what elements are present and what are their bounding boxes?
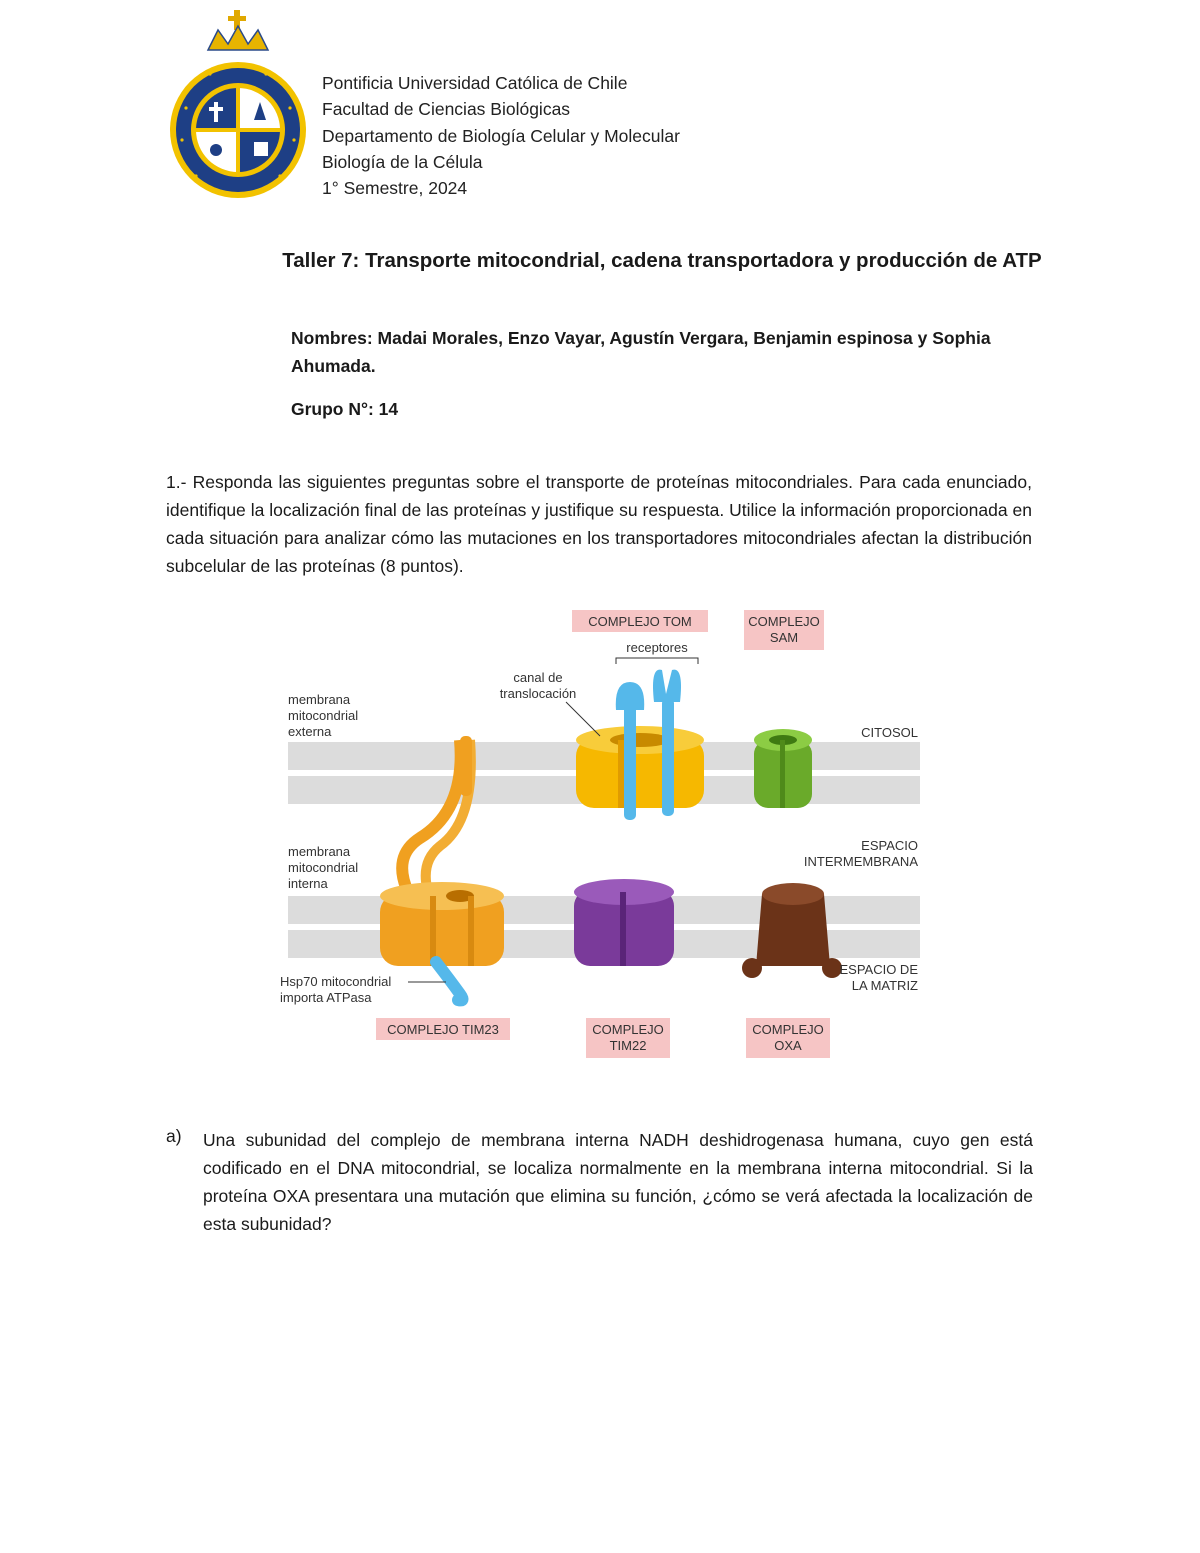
receptores-bracket: [616, 658, 698, 664]
tag-oxa-line1: COMPLEJO: [752, 1022, 824, 1037]
label-inner-line2: mitocondrial: [288, 860, 359, 875]
tag-tim23: COMPLEJO TIM23: [387, 1022, 499, 1037]
header-line-university: Pontificia Universidad Católica de Chile: [322, 73, 628, 93]
question-1: 1.- Responda las siguientes preguntas sobre el transporte de proteínas mitocondriales. Para cada enunciado, identifique la localización final de las proteínas y justifique su respuesta. Utilice la información proporcionada en cada situación para analizar cómo las mutaciones en los transportadores mitocondriales afectan la distribución subcelular de las proteínas (8 puntos).: [166, 472, 1032, 576]
label-receptores: receptores: [626, 640, 688, 655]
sam-complex-shape: [754, 729, 812, 808]
group-number: Grupo N°: 14: [291, 399, 399, 419]
label-espacio-line1: ESPACIO: [861, 838, 918, 853]
tom-complex-shape: [576, 726, 704, 808]
question-a-label: a): [166, 1126, 182, 1146]
label-canal-line1: canal de: [513, 670, 563, 685]
tag-tom: COMPLEJO TOM: [588, 614, 692, 629]
tag-tim22-line1: COMPLEJO: [592, 1022, 664, 1037]
label-outer-line2: mitocondrial: [288, 708, 359, 723]
label-matriz-line2: LA MATRIZ: [851, 978, 918, 993]
label-canal-line2: translocación: [499, 686, 577, 701]
question-a-text: Una subunidad del complejo de membrana interna NADH deshidrogenasa humana, cuyo gen está codificado en el DNA mitocondrial, se localiza normalmente en la membrana interna mitocondrial. Si la proteína OXA presentara una mutación que elimina su función, ¿cómo se verá afectada la localización de esta subunidad?: [203, 1130, 1033, 1234]
tag-oxa-line2: OXA: [774, 1038, 802, 1053]
university-seal: [168, 8, 308, 208]
label-hsp-line1: Hsp70 mitocondrial: [280, 974, 392, 989]
tag-tim22-line2: TIM22: [609, 1038, 647, 1053]
tag-sam-line2: SAM: [769, 630, 799, 645]
institution-header: [322, 70, 680, 201]
label-inner-line1: membrana: [288, 844, 351, 859]
label-matriz-line1: ESPACIO DE: [839, 962, 918, 977]
header-line-faculty: Facultad de Ciencias Biológicas: [322, 99, 571, 120]
tim23-complex-shape: [380, 736, 504, 1000]
label-inner-line3: interna: [288, 876, 328, 891]
label-citosol: CITOSOL: [861, 725, 918, 740]
label-outer-line3: externa: [288, 724, 332, 739]
canal-pointer: [566, 702, 600, 736]
mitochondrial-transport-figure: [270, 590, 930, 1070]
tag-sam-line1: COMPLEJO: [748, 614, 820, 629]
student-names: Nombres: Madai Morales, Enzo Vayar, Agustín Vergara, Benjamin espinosa y Sophia Ahumada.: [291, 328, 991, 376]
label-outer-line1: membrana: [288, 692, 351, 707]
document-title: Taller 7: Transporte mitocondrial, cadena transportadora y producción de ATP: [282, 249, 1042, 272]
label-espacio-line2: INTERMEMBRANA: [803, 854, 918, 869]
header-line-semester: 1° Semestre, 2024: [322, 178, 468, 199]
label-hsp-line2: importa ATPasa: [280, 990, 372, 1005]
tim22-complex-shape: [574, 879, 674, 966]
header-line-course: Biología de la Célula: [322, 151, 483, 172]
header-line-department: Departamento de Biología Celular y Molecular: [322, 125, 680, 146]
